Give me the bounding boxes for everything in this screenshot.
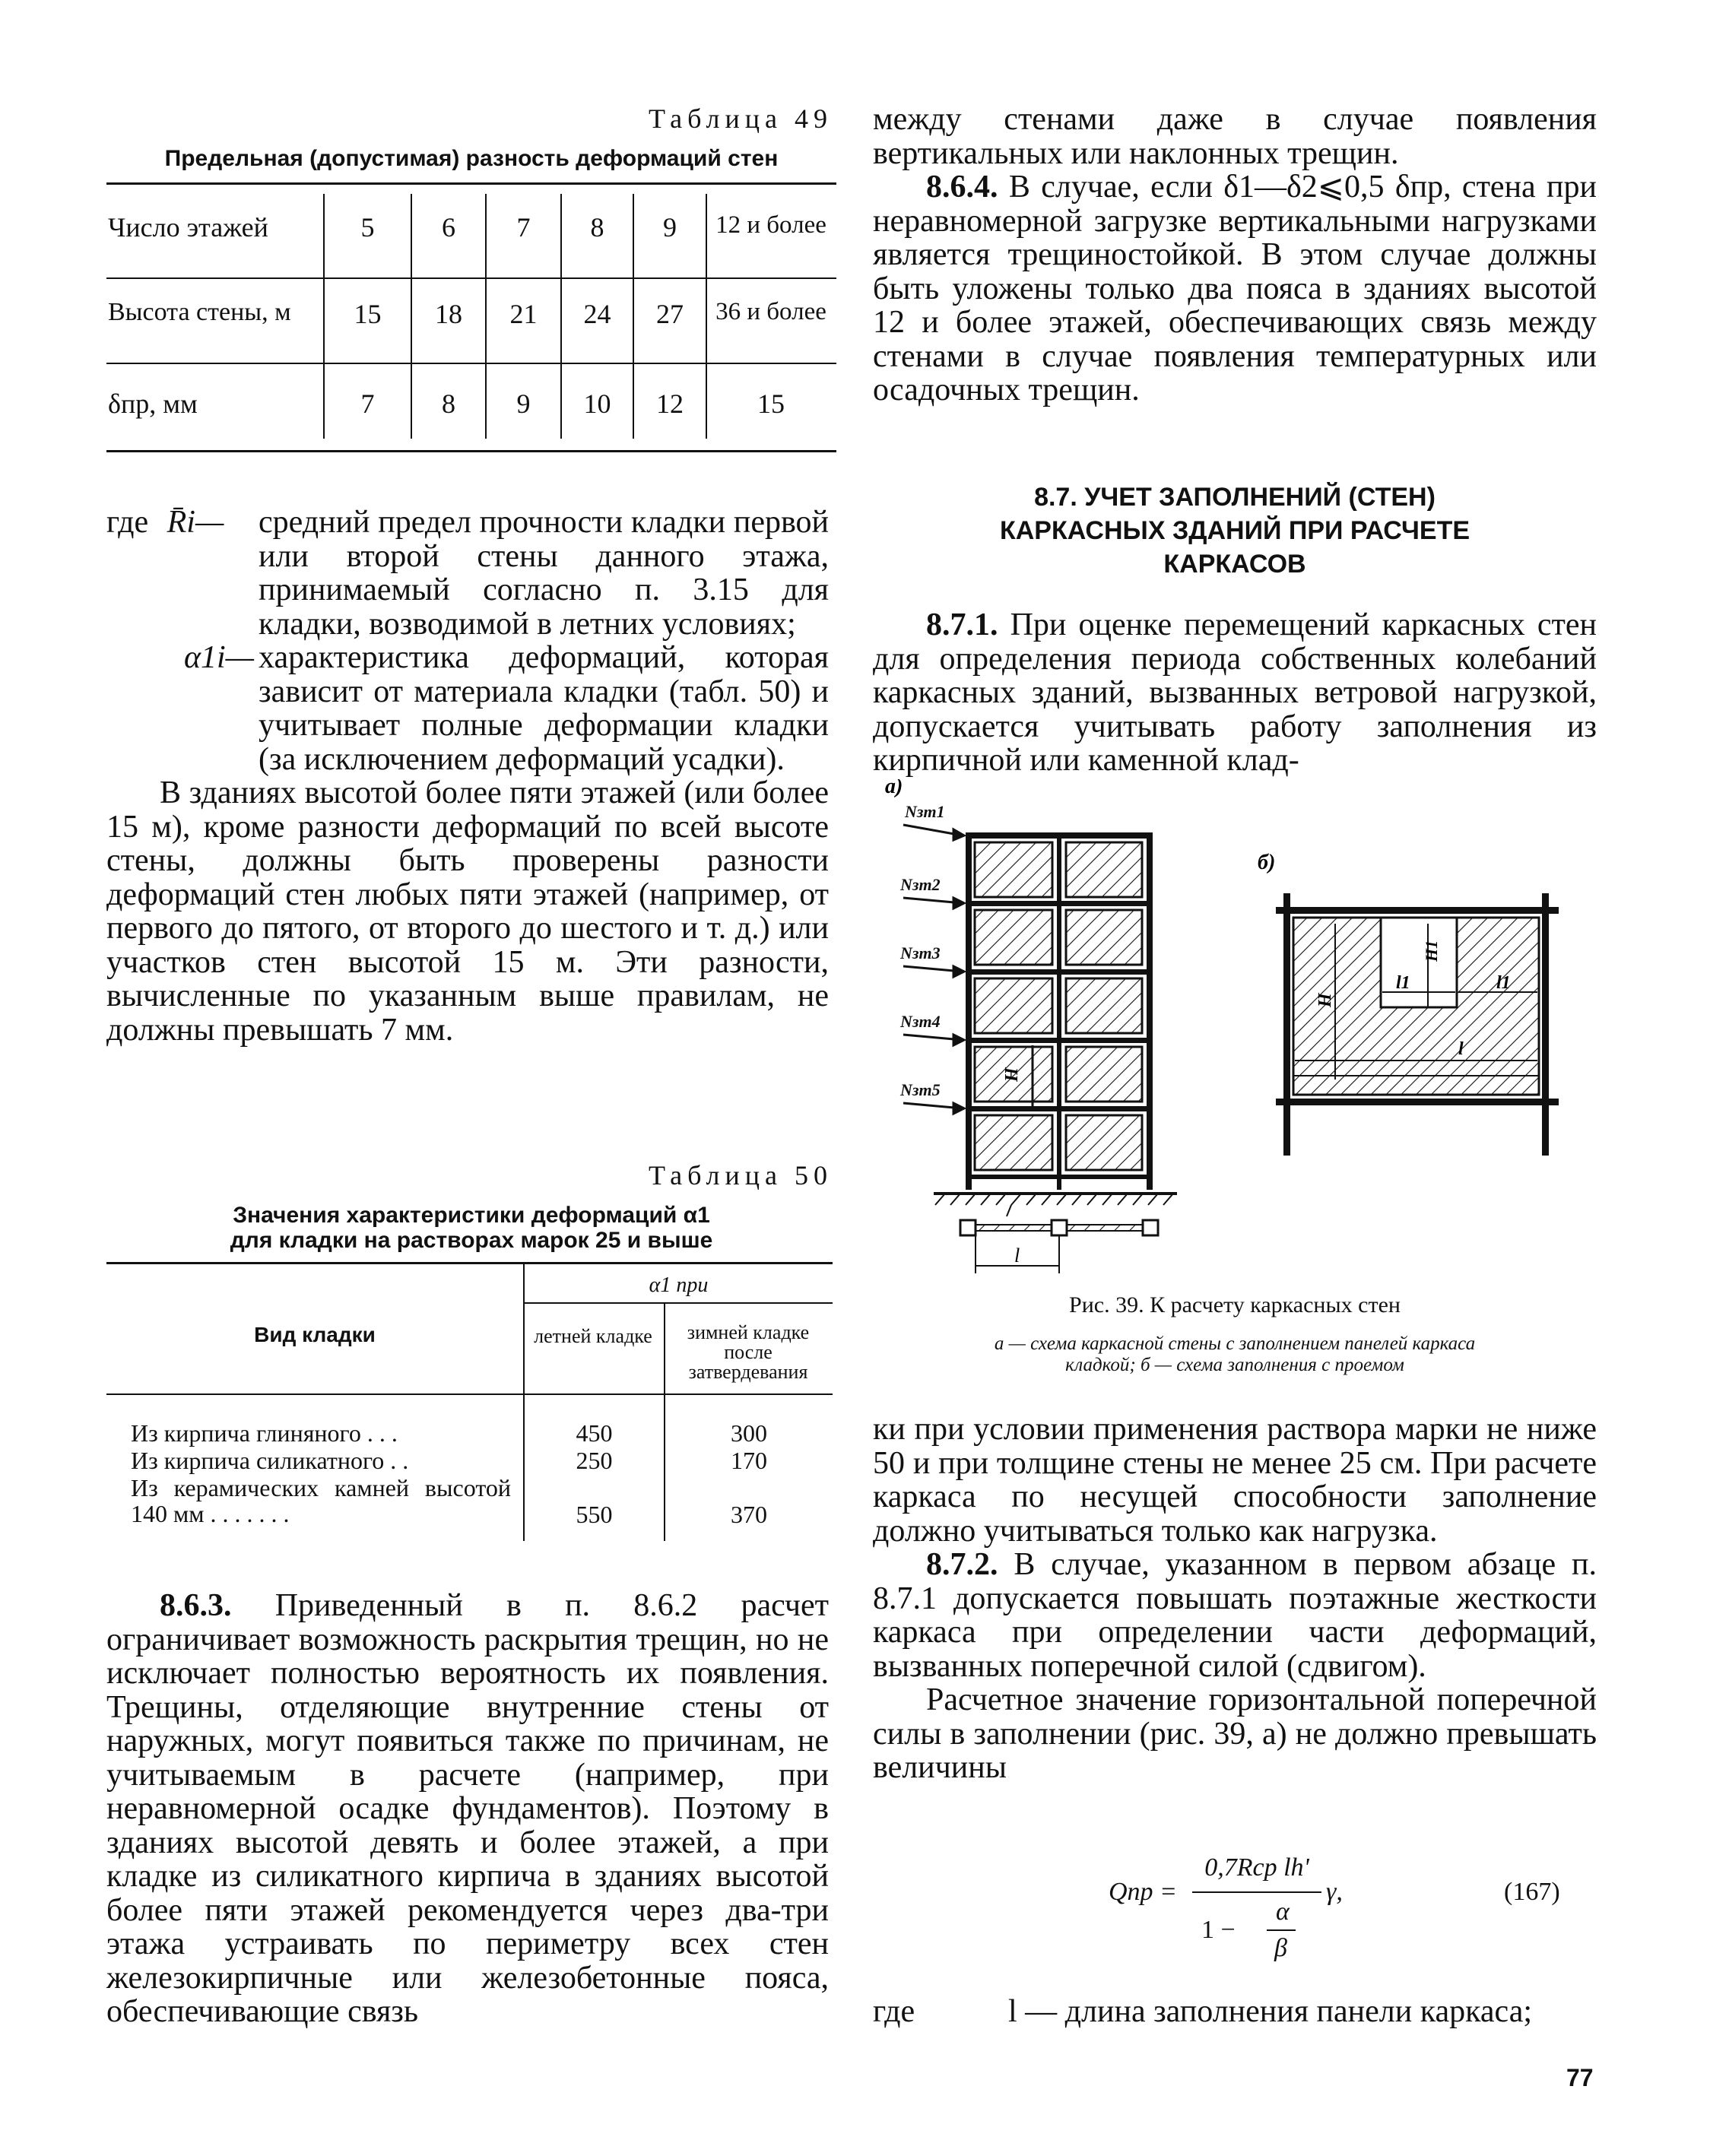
definition-alpha [106, 641, 829, 776]
table50-caption: Таблица 50 [649, 1160, 833, 1191]
formula-number: (167) [1504, 1878, 1560, 1906]
paragraph-continued: между стенами даже в случае появления вертикальных или наклонных трещин. [873, 102, 1597, 171]
row-label: δпр, мм [108, 388, 198, 419]
paragraph-number: 8.7.2. [926, 1547, 998, 1582]
paragraph-text: Приведенный в п. 8.6.2 расчет ограничивает возможность раскрытия трещин, но не исключает полностью вероятность их появления. Трещины, отделяющие внутренние стены от наружных, могут появиться также по причинам, не учитываемым в расчете (например, при неравномерной осадке фундаментов). Поэтому в зданиях высотой девять и более этажей, а при кладке из силикатного кирпича в зданиях высотой более пяти этажей рекомендуется через два-три этажа устраивать по периметру всех стен железокирпичные или железобетонные пояса, обеспечивающие связь [106, 1588, 829, 2029]
paragraph-8-6-4 [873, 170, 1597, 407]
table-cell: 5 [360, 212, 375, 243]
table-cell: 8 [590, 212, 604, 243]
table50-title-line2: для кладки на растворах марок 25 и выше [230, 1228, 713, 1253]
section-title-line2: КАРКАСНЫХ ЗДАНИЙ ПРИ РАСЧЕТЕ [999, 516, 1470, 545]
table-cell: 24 [583, 299, 611, 329]
label-b: б) [1258, 851, 1276, 874]
paragraph-text: При оценке перемещений каркасных стен для определения периода собственных колебаний каркасных зданий, вызванных ветровой нагрузкой, допускается учитывать работу заполнения из кирпичной или каменной клад- [873, 607, 1597, 778]
table-cell: 18 [435, 299, 462, 329]
frame-scheme-a [885, 779, 1177, 1273]
table50-title-line1: Значения характеристики деформаций α1 [233, 1203, 710, 1228]
formula-lhs: Qпр = [1109, 1878, 1177, 1906]
where-def-text: l — длина заполнения панели каркаса; [1008, 1994, 1533, 2029]
paragraph-continued: ки при условии применения раствора марки не ниже 50 и при толщине стены не менее 25 см. При расчете каркаса по несущей способности заполнение должно учитываться только как нагрузка. [873, 1412, 1597, 1549]
table-cell: 15 [354, 299, 382, 329]
formula-den-alpha: α [1276, 1898, 1290, 1926]
formula-numerator: 0,7Rср lh' [1204, 1853, 1309, 1882]
table-cell: 170 [731, 1447, 767, 1474]
paragraph-number: 8.7.1. [926, 607, 998, 642]
where-word: где [873, 1994, 915, 2029]
dim-l-plan: l [1014, 1244, 1020, 1267]
table-cell: 370 [731, 1501, 767, 1528]
symbol-alpha: α1i— [183, 640, 254, 675]
table-cell: 7 [360, 388, 375, 419]
dim-h1: H1 [1422, 940, 1441, 962]
definition-text: характеристика деформаций, которая зависит от материала кладки (табл. 50) и учитывает полные деформации кладки (за исключением деформаций усадки). [259, 640, 829, 777]
paragraph-8-7-1 [873, 608, 1597, 778]
formula-gamma: γ, [1326, 1878, 1343, 1906]
table-cell: 36 и более [715, 298, 826, 325]
paragraph-number: 8.6.3. [160, 1588, 232, 1623]
table-cell: 9 [516, 388, 531, 419]
figure-subcaption-1: а — схема каркасной стены с заполнением панелей каркаса [994, 1333, 1476, 1354]
figure-subcaption-2: кладкой; б — схема заполнения с проемом [1065, 1355, 1404, 1375]
row-label: Число этажей [108, 212, 268, 243]
column-header-alpha: α1 при [649, 1273, 709, 1297]
load-label-2: Nзт2 [900, 875, 941, 894]
paragraph-text: В случае, указанном в первом абзаце п. 8.7.1 допускается повышать поэтажные жесткости каркаса при определении части деформаций, вызванных поперечной силой (сдвигом). [873, 1547, 1597, 1684]
right-column-top [873, 103, 1597, 407]
formula-167 [873, 1832, 1597, 1984]
paragraph-8-6-3 [106, 1589, 829, 2029]
paragraph-number: 8.6.4. [926, 170, 998, 205]
table-cell: 12 и более [715, 211, 826, 239]
paragraph-body [873, 608, 1597, 778]
where-word: где [106, 505, 149, 540]
definition-symbol [106, 506, 259, 641]
section-title [873, 480, 1597, 581]
right-column-bottom [873, 1412, 1597, 1785]
section-title-line1: 8.7. УЧЕТ ЗАПОЛНЕНИЙ (СТЕН) [1034, 483, 1436, 512]
figure-caption: Рис. 39. К расчету каркасных стен [1069, 1292, 1401, 1317]
table-cell: 9 [663, 212, 677, 243]
row-label: Из кирпича силикатного . . [131, 1447, 409, 1474]
paragraph-8-7-2 [873, 1548, 1597, 1683]
section-title-line3: КАРКАСОВ [1163, 550, 1306, 579]
paragraph-text: В случае, если δ1—δ2⩽0,5 δпр, стена при неравномерной загрузке вертикальными нагрузками является трещиностойкой. В этом случае должны быть уложены только два пояса в зданиях высотой 12 и более этажей, обеспечивающих связь между стенами в случае появления температурных или осадочных трещин. [873, 170, 1597, 407]
table-cell: 450 [576, 1419, 613, 1447]
table-cell: 550 [576, 1501, 613, 1528]
column-header-winter: зимней кладке после затвердевания [687, 1321, 810, 1383]
dim-h-a: H [1002, 1067, 1022, 1082]
table-cell: 300 [731, 1419, 767, 1447]
frame-scheme-b [1258, 851, 1559, 1156]
symbol-ri: R̄i— [167, 505, 224, 540]
table-cell: 8 [442, 388, 455, 419]
table-cell: 7 [516, 212, 531, 243]
row-label: Высота стены, м [108, 298, 291, 326]
definition-ri [106, 506, 829, 641]
dim-l1-right: l1 [1496, 973, 1511, 993]
table-cell: 6 [442, 212, 455, 243]
page-number: 77 [1566, 2064, 1594, 2091]
table49-title: Предельная (допустимая) разность деформаций стен [164, 146, 779, 171]
label-a: а) [885, 779, 903, 798]
definitions [106, 506, 829, 1047]
load-label-4: Nзт4 [900, 1012, 941, 1031]
row-label: Из кирпича глиняного . . . [131, 1419, 398, 1447]
table-cell: 250 [576, 1447, 613, 1474]
dim-l1-left: l1 [1396, 973, 1410, 993]
figure-39 [873, 779, 1597, 1387]
table-cell: 27 [656, 299, 684, 329]
formula-den-one: 1 − [1201, 1916, 1236, 1944]
definition-text: средний предел прочности кладки первой или второй стены данного этажа, принимаемый согласно п. 3.15 для кладки, возводимой в летних условиях; [259, 505, 829, 642]
paragraph-body [106, 1589, 829, 2029]
column-header-type: Вид кладки [254, 1323, 376, 1346]
row-label: Из керамических камней высотой 140 мм . . . . . . . [131, 1474, 511, 1527]
load-label-5: Nзт5 [900, 1080, 941, 1099]
table-cell: 15 [757, 388, 785, 419]
figure-39-drawing [873, 779, 1597, 1311]
table-cell: 10 [583, 388, 611, 419]
table-cell: 12 [656, 388, 684, 419]
load-label-3: Nзт3 [900, 943, 941, 962]
where-definition [873, 1993, 1597, 2030]
definition-symbol [106, 641, 259, 776]
paragraph: Расчетное значение горизонтальной поперечной силы в заполнении (рис. 39, а) не должно превышать величины [873, 1682, 1597, 1785]
dim-h-b: H [1315, 993, 1335, 1007]
formula-den-beta: β [1274, 1934, 1287, 1962]
load-label-1: Nзт1 [905, 802, 945, 821]
table49-caption: Таблица 49 [649, 103, 833, 134]
table-cell: 21 [509, 299, 538, 329]
dim-l-b: l [1458, 1039, 1464, 1059]
column-header-summer: летней кладке [534, 1325, 652, 1347]
paragraph: В зданиях высотой более пяти этажей (или более 15 м), кроме разности деформаций по всей высоте стены, должны быть проверены разности деформаций стен любых пяти этажей (например, от первого до пятого, от второго до шестого и т. д.) или участков стен высотой 15 м. Эти разности, вычисленные по указанным выше правилам, не должны превышать 7 мм. [106, 775, 829, 1048]
